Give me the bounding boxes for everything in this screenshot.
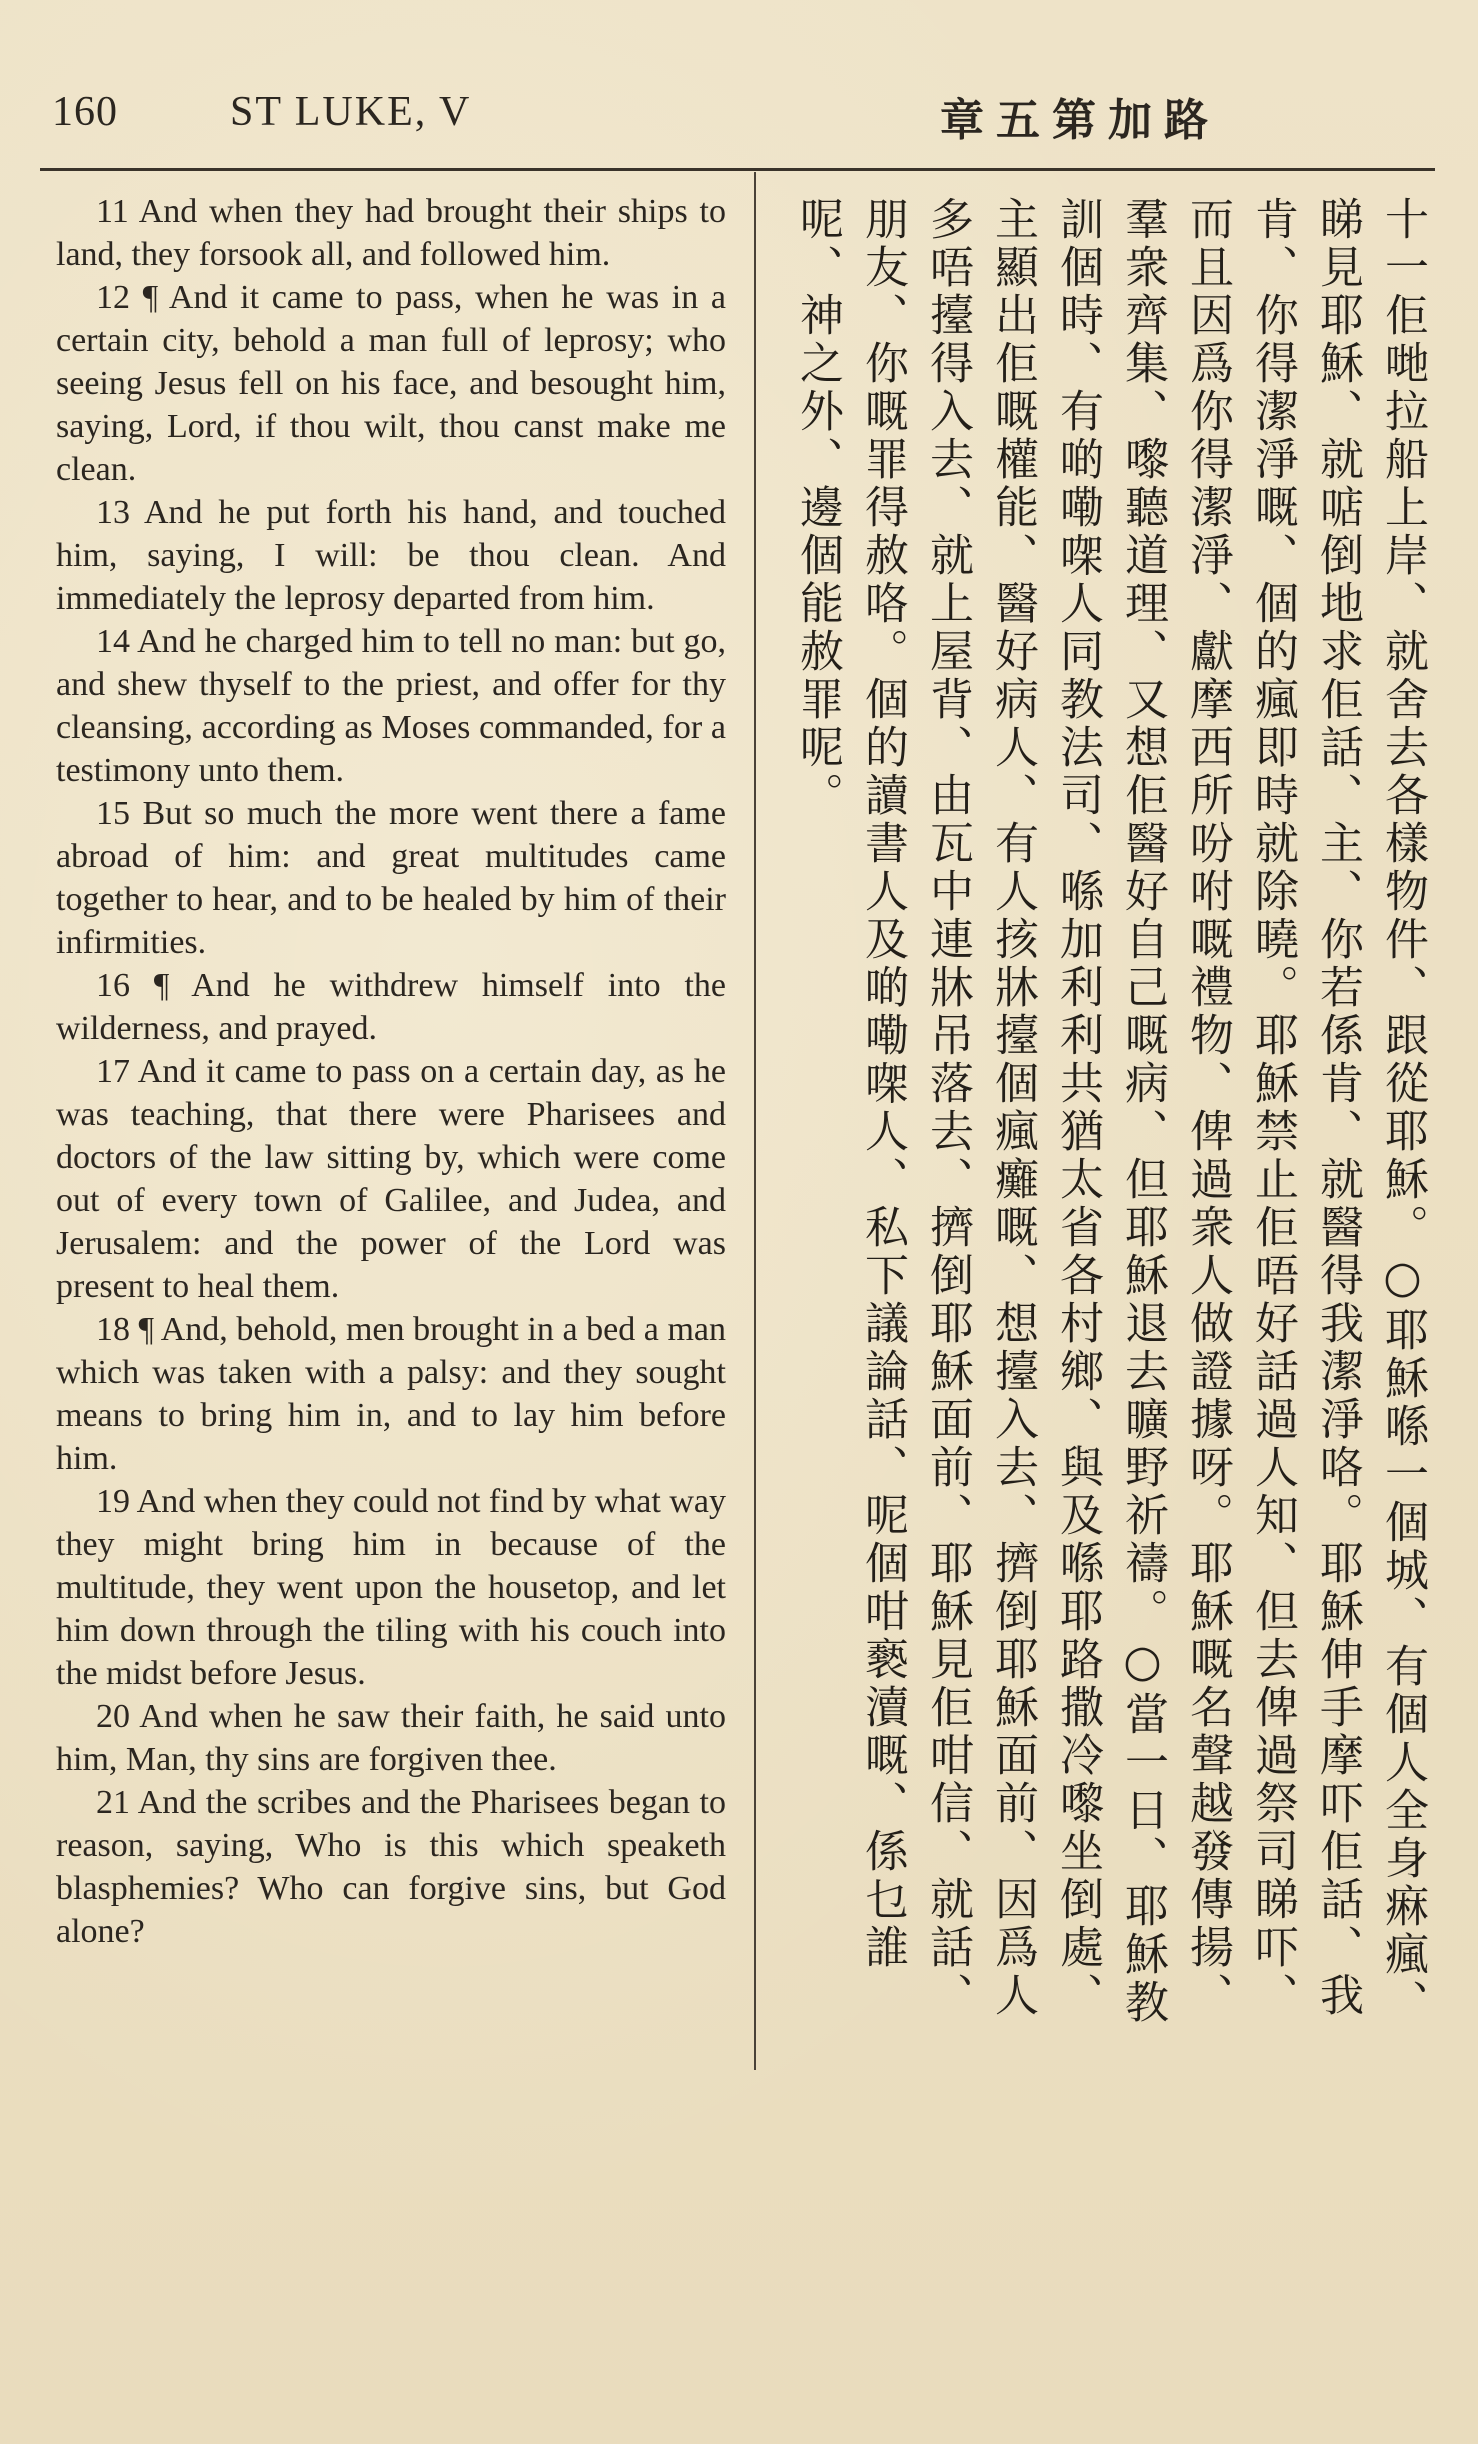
verse-17: 17 And it came to pass on a certain day, as he was teaching, that there were Pharisees and doctors of the law sitting by, which were come out of every town of Galilee, and Judea, and Jerusalem: and the power of the Lord was present to heal them. — [56, 1053, 726, 1305]
column-divider — [754, 172, 756, 2070]
verse-20: 20 And when he saw their faith, he said unto him, Man, thy sins are forgiven thee. — [56, 1698, 726, 1778]
verse-11: 11 And when they had brought their ships to land, they forsook all, and followed him. — [56, 193, 726, 273]
chinese-running-title: 章五第加路 — [940, 95, 1220, 146]
verse-18: 18 ¶ And, behold, men brought in a bed a man which was taken with a palsy: and they sought means to bring him in, and to lay him before him. — [56, 1311, 726, 1477]
header-rule — [40, 168, 1435, 171]
verse-14: 14 And he charged him to tell no man: but go, and shew thyself to the priest, and offer for thy cleansing, according as Moses commanded, for a testimony unto them. — [56, 623, 726, 789]
chinese-column — [770, 196, 1435, 2046]
chinese-text: 十一佢哋拉船上岸、就舍去各樣物件、跟從耶穌。○耶穌喺一個城、有個人全身痳瘋、睇見耶穌、就𠶧倒地求佢話、主、你若係肯、就醫得我潔淨咯。耶穌伸手摩吓佢話、我肯、你得潔淨嘅、個的瘋即時就除曉。耶穌禁止佢唔好話過人知、但去俾過祭司睇吓、而且因爲你得潔淨、獻摩西所吩咐嘅禮物、俾過衆人做證據呀。耶穌嘅名聲越發傳揚、羣衆齊集、嚟聽道理、又想佢醫好自己嘅病、但耶穌退去曠野祈禱。○當一日、耶穌教訓個時、有啲嘞㗎人同教法司、喺加利利共猶太省各村鄉、與及喺耶路撒冷嚟坐倒處、主顯出佢嘅權能、醫好病人、有人㧡牀擡個瘋癱嘅、想擡入去、擠倒耶穌面前、因爲人多唔擡得入去、就上屋背、由瓦中連牀吊落去、擠倒耶穌面前、耶穌見佢咁信、就話、朋友、你嘅罪得赦咯。個的讀書人及啲嘞㗎人、私下議論話、呢個咁褻瀆嘅、係乜誰呢、神之外、邊個能赦罪呢。 — [792, 196, 1428, 2027]
page-number: 160 — [52, 89, 118, 135]
verse-15: 15 But so much the more went there a fame abroad of him: and great multitudes came together to hear, and to be healed by him of their infirmities. — [56, 795, 726, 961]
verse-16: 16 ¶ And he withdrew himself into the wilderness, and prayed. — [56, 967, 726, 1047]
running-title: ST LUKE, V — [230, 89, 472, 135]
verse-19: 19 And when they could not find by what way they might bring him in because of the multitude, they went upon the housetop, and let him down through the tiling with his couch into the midst before Jesus. — [56, 1483, 726, 1692]
page-header — [0, 80, 1478, 160]
verse-12: 12 ¶ And it came to pass, when he was in a certain city, behold a man full of leprosy; who seeing Jesus fell on his face, and besought him, saying, Lord, if thou wilt, thou canst make me clean. — [56, 279, 726, 488]
english-column — [56, 190, 726, 1953]
verse-13: 13 And he put forth his hand, and touched him, saying, I will: be thou clean. And immediately the leprosy departed from him. — [56, 494, 726, 617]
verse-21: 21 And the scribes and the Pharisees began to reason, saying, Who is this which speaketh blasphemies? Who can forgive sins, but God alone? — [56, 1784, 726, 1950]
